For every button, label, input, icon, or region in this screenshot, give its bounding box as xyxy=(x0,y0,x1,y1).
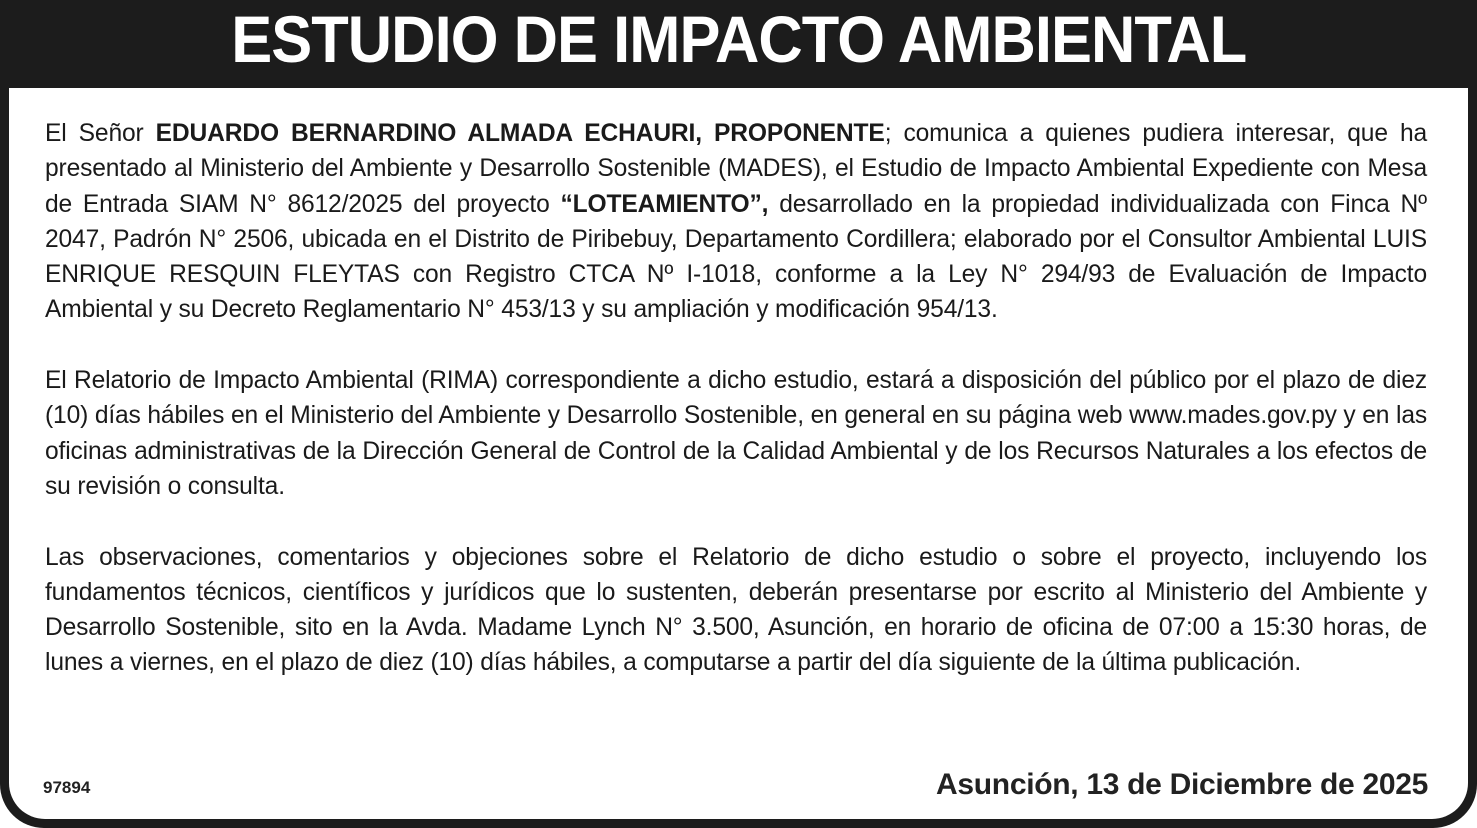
intro-text: El Señor xyxy=(45,120,156,147)
notice-code: 97894 xyxy=(43,778,91,797)
header-bar xyxy=(0,0,1477,88)
announcement-text-1: ; comunica a quienes pudiera interesar, que ha presentado al Ministerio del Ambiente y Desarrollo Sostenible (MADES), el Estudio de Impacto Ambiental Expediente con Mesa de Entrada SIAM N° 8612/2025 del proyecto xyxy=(45,120,1427,218)
project-name: “LOTEAMIENTO”, xyxy=(560,190,769,218)
notice-body xyxy=(9,88,1468,819)
paragraph-observations: Las observaciones, comentarios y objeciones sobre el Relatorio de dicho estudio o sobre el proyecto, incluyendo los fundamentos técnicos, científicos y jurídicos que lo sustenten, deberán presentarse por escrito al Ministerio del Ambiente y Desarrollo Sostenible, sito en la Avda. Madame Lynch N° 3.500, Asunción, en horario de oficina de 07:00 a 15:30 horas, de lunes a viernes, en el plazo de diez (10) días hábiles, a computarse a partir del día siguiente de la última publicación. xyxy=(45,543,1427,677)
notice-text xyxy=(45,116,1427,681)
paragraph-rima-availability: El Relatorio de Impacto Ambiental (RIMA) correspondiente a dicho estudio, estará a disposición del público por el plazo de diez (10) días hábiles en el Ministerio del Ambiente y Desarrollo Sostenible, en general en su página web www.mades.gov.py y en las oficinas administrativas de la Dirección General de Control de la Calidad Ambiental y de los Recursos Naturales a los efectos de su revisión o consulta. xyxy=(45,367,1427,500)
notice-title: ESTUDIO DE IMPACTO AMBIENTAL xyxy=(230,2,1247,76)
proponent-name: EDUARDO BERNARDINO ALMADA ECHAURI, PROPONENTE xyxy=(155,120,885,147)
announcement-text-2: desarrollado en la propiedad individualizada con Finca Nº 2047, Padrón N° 2506, ubicada en el Distrito de Piribebuy, Departamento Cordillera; elaborado por el Consultor Ambiental LUIS ENRIQUE RESQUIN FLEYTAS con Registro CTCA Nº I-1018, conforme a la Ley N° 294/93 de Evaluación de Impacto Ambiental y su Decreto Reglamentario N° 453/13 y su ampliación y modificación 954/13. xyxy=(45,190,1427,324)
paragraph-announcement xyxy=(45,116,1427,328)
publication-date: Asunción, 13 de Diciembre de 2025 xyxy=(936,768,1428,801)
